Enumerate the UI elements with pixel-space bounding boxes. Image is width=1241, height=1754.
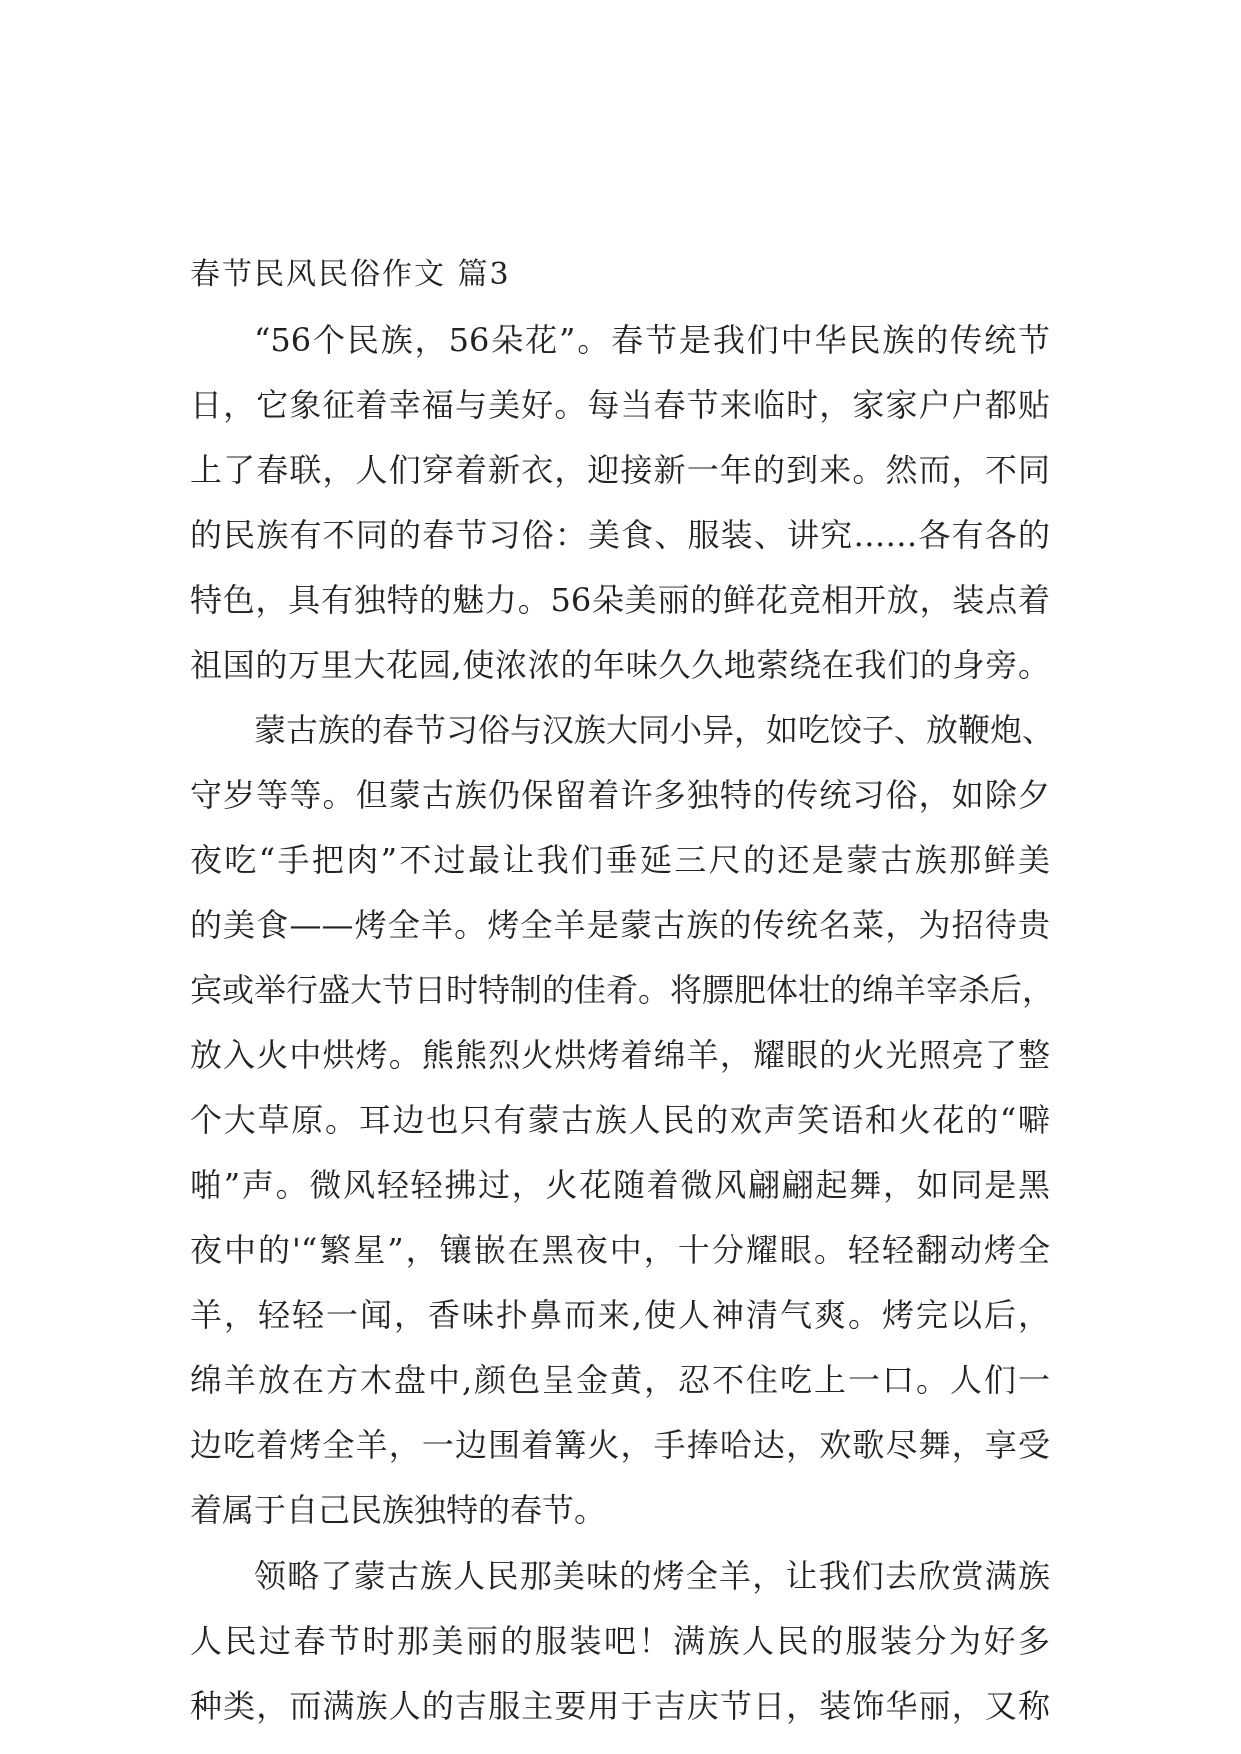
text-line: 人民过春节时那美丽的服装吧！满族人民的服装分为好多 bbox=[190, 1622, 1050, 1660]
text-line: 绵羊放在方木盘中,颜色呈金黄，忍不住吃上一口。人们一 bbox=[190, 1361, 1050, 1399]
text-line: 羊，轻轻一闻，香味扑鼻而来,使人神清气爽。烤完以后， bbox=[190, 1296, 1050, 1334]
text-line: “56个民族，56朵花”。春节是我们中华民族的传统节 bbox=[254, 321, 1050, 359]
text-line: 的民族有不同的春节习俗：美食、服装、讲究……各有各的 bbox=[190, 516, 1050, 554]
text-line: 啪”声。微风轻轻拂过，火花随着微风翩翩起舞，如同是黑 bbox=[190, 1166, 1050, 1204]
text-line: 宾或举行盛大节日时特制的佳肴。将膘肥体壮的绵羊宰杀后， bbox=[190, 971, 1055, 1009]
text-line: 蒙古族的春节习俗与汉族大同小异，如吃饺子、放鞭炮、 bbox=[254, 711, 1055, 749]
text-line: 的美食——烤全羊。烤全羊是蒙古族的传统名菜，为招待贵 bbox=[190, 906, 1050, 944]
text-line: 边吃着烤全羊，一边围着篝火，手捧哈达，欢歌尽舞，享受 bbox=[190, 1426, 1050, 1464]
text-line: 夜吃“手把肉”不过最让我们垂延三尺的还是蒙古族那鲜美 bbox=[190, 841, 1050, 879]
text-line: 夜中的'“繁星”，镶嵌在黑夜中，十分耀眼。轻轻翻动烤全 bbox=[190, 1231, 1050, 1269]
text-line: 日，它象征着幸福与美好。每当春节来临时，家家户户都贴 bbox=[190, 386, 1050, 424]
text-line: 种类，而满族人的吉服主要用于吉庆节日，装饰华丽，又称 bbox=[190, 1687, 1050, 1725]
text-line: 着属于自己民族独特的春节。 bbox=[190, 1491, 607, 1529]
text-line: 守岁等等。但蒙古族仍保留着许多独特的传统习俗，如除夕 bbox=[190, 776, 1050, 814]
text-line: 特色，具有独特的魅力。56朵美丽的鲜花竞相开放，装点着 bbox=[190, 581, 1050, 619]
text-line: 领略了蒙古族人民那美味的烤全羊，让我们去欣赏满族 bbox=[254, 1557, 1050, 1595]
document-title: 春节民风民俗作文 篇3 bbox=[190, 257, 511, 292]
text-line: 上了春联，人们穿着新衣，迎接新一年的到来。然而，不同 bbox=[190, 451, 1050, 489]
text-line: 祖国的万里大花园,使浓浓的年味久久地萦绕在我们的身旁。 bbox=[190, 646, 1050, 684]
text-line: 个大草原。耳边也只有蒙古族人民的欢声笑语和火花的“噼 bbox=[190, 1101, 1050, 1139]
text-line: 放入火中烘烤。熊熊烈火烘烤着绵羊，耀眼的火光照亮了整 bbox=[190, 1036, 1050, 1074]
